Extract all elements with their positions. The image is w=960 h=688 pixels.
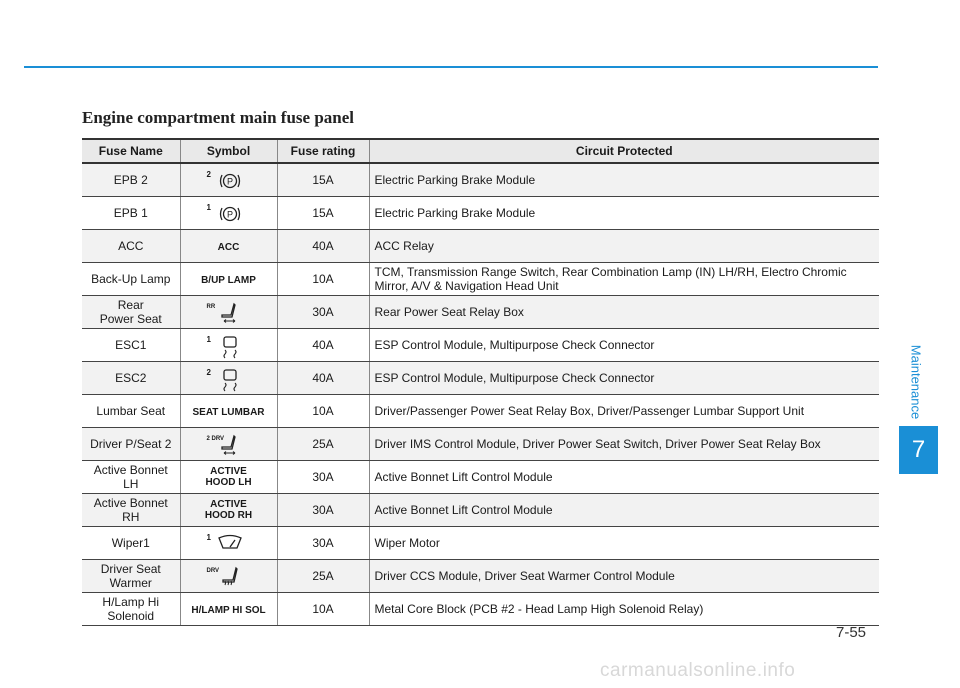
symbol-text: ACC <box>217 242 240 253</box>
fuse-name-cell: ESC2 <box>82 362 180 395</box>
symbol-text: B/UP LAMP <box>201 275 256 286</box>
fuse-rating-cell: 40A <box>277 362 369 395</box>
circuit-protected-cell: Driver CCS Module, Driver Seat Warmer Control Module <box>369 560 879 593</box>
parking-brake-icon <box>207 166 251 194</box>
fuse-name-cell: Active Bonnet RH <box>82 494 180 527</box>
circuit-protected-cell: Rear Power Seat Relay Box <box>369 296 879 329</box>
parking-brake-icon <box>207 199 251 227</box>
fuse-name-cell: Driver P/Seat 2 <box>82 428 180 461</box>
symbol-text: H/LAMP HI SOL <box>191 605 266 616</box>
fuse-name-cell: Wiper1 <box>82 527 180 560</box>
symbol-superscript: 2 <box>206 368 211 377</box>
table-row <box>82 329 879 362</box>
fuse-rating-cell: 40A <box>277 329 369 362</box>
fuse-rating-cell: 15A <box>277 197 369 230</box>
symbol-superscript: 2 DRV <box>206 436 225 442</box>
table-row <box>82 163 879 197</box>
header-fuse-name: Fuse Name <box>82 139 180 163</box>
side-tab-label: Maintenance <box>908 344 924 420</box>
table-row <box>82 395 879 428</box>
fuse-name-cell: Rear Power Seat <box>82 296 180 329</box>
circuit-protected-cell: Active Bonnet Lift Control Module <box>369 494 879 527</box>
fuse-rating-cell: 15A <box>277 163 369 197</box>
fuse-rating-cell: 40A <box>277 230 369 263</box>
symbol-cell <box>180 461 277 494</box>
fuse-table <box>82 138 879 626</box>
circuit-protected-cell: Electric Parking Brake Module <box>369 197 879 230</box>
symbol-text: ACTIVE HOOD LH <box>205 466 252 488</box>
symbol-cell <box>180 230 277 263</box>
fuse-rating-cell: 25A <box>277 428 369 461</box>
symbol-superscript: RR <box>206 304 216 310</box>
fuse-name-cell: ESC1 <box>82 329 180 362</box>
symbol-cell <box>180 593 277 626</box>
header-fuse-rating: Fuse rating <box>277 139 369 163</box>
symbol-superscript: DRV <box>206 568 220 574</box>
symbol-cell <box>180 163 277 197</box>
fuse-name-cell: H/Lamp Hi Solenoid <box>82 593 180 626</box>
symbol-cell <box>180 263 277 296</box>
table-row <box>82 593 879 626</box>
symbol-cell <box>180 428 277 461</box>
chapter-number: 7 <box>899 426 938 474</box>
symbol-superscript: 1 <box>206 533 211 542</box>
watermark: carmanualsonline.info <box>600 660 796 681</box>
fuse-rating-cell: 30A <box>277 461 369 494</box>
symbol-cell <box>180 362 277 395</box>
table-row <box>82 461 879 494</box>
fuse-name-cell: Lumbar Seat <box>82 395 180 428</box>
top-rule <box>24 66 878 68</box>
header-symbol: Symbol <box>180 139 277 163</box>
fuse-name-cell: Driver Seat Warmer <box>82 560 180 593</box>
circuit-protected-cell: ACC Relay <box>369 230 879 263</box>
page-number: 7-55 <box>836 624 867 641</box>
svg-text:P: P <box>226 209 233 220</box>
page-title: Engine compartment main fuse panel <box>82 108 354 127</box>
circuit-protected-cell: TCM, Transmission Range Switch, Rear Combination Lamp (IN) LH/RH, Electro Chromic Mirror, A/V & Navigation Head Unit <box>369 263 879 296</box>
fuse-rating-cell: 25A <box>277 560 369 593</box>
symbol-text: ACTIVE HOOD RH <box>204 499 253 521</box>
fuse-rating-cell: 30A <box>277 296 369 329</box>
fuse-rating-cell: 10A <box>277 263 369 296</box>
circuit-protected-cell: Metal Core Block (PCB #2 - Head Lamp High Solenoid Relay) <box>369 593 879 626</box>
symbol-superscript: 1 <box>206 335 211 344</box>
circuit-protected-cell: Driver/Passenger Power Seat Relay Box, Driver/Passenger Lumbar Support Unit <box>369 395 879 428</box>
circuit-protected-cell: Wiper Motor <box>369 527 879 560</box>
symbol-cell <box>180 197 277 230</box>
circuit-protected-cell: Active Bonnet Lift Control Module <box>369 461 879 494</box>
table-row <box>82 296 879 329</box>
seat-warmer-icon <box>207 562 251 590</box>
header-circuit-protected: Circuit Protected <box>369 139 879 163</box>
table-row <box>82 428 879 461</box>
circuit-protected-cell: Driver IMS Control Module, Driver Power Seat Switch, Driver Power Seat Relay Box <box>369 428 879 461</box>
fuse-table-body <box>82 163 879 626</box>
table-row <box>82 494 879 527</box>
table-row <box>82 560 879 593</box>
table-row <box>82 362 879 395</box>
symbol-cell <box>180 527 277 560</box>
table-row <box>82 197 879 230</box>
symbol-superscript: 1 <box>206 203 211 212</box>
fuse-rating-cell: 10A <box>277 593 369 626</box>
fuse-rating-cell: 30A <box>277 494 369 527</box>
symbol-cell <box>180 494 277 527</box>
symbol-superscript: 2 <box>206 170 211 179</box>
table-row <box>82 230 879 263</box>
fuse-name-cell: ACC <box>82 230 180 263</box>
fuse-name-cell: EPB 2 <box>82 163 180 197</box>
svg-text:P: P <box>226 176 233 187</box>
power-seat-icon <box>207 430 251 458</box>
esc-skid-icon <box>207 331 251 359</box>
fuse-rating-cell: 10A <box>277 395 369 428</box>
fuse-name-cell: Back-Up Lamp <box>82 263 180 296</box>
symbol-cell <box>180 329 277 362</box>
circuit-protected-cell: ESP Control Module, Multipurpose Check Connector <box>369 329 879 362</box>
table-row <box>82 263 879 296</box>
fuse-rating-cell: 30A <box>277 527 369 560</box>
symbol-text: SEAT LUMBAR <box>192 407 265 418</box>
power-seat-icon <box>207 298 251 326</box>
side-tab <box>904 334 928 430</box>
esc-skid-icon <box>207 364 251 392</box>
wiper-icon <box>207 529 251 557</box>
symbol-cell <box>180 296 277 329</box>
circuit-protected-cell: ESP Control Module, Multipurpose Check Connector <box>369 362 879 395</box>
circuit-protected-cell: Electric Parking Brake Module <box>369 163 879 197</box>
table-row <box>82 527 879 560</box>
table-header-row <box>82 139 879 163</box>
fuse-name-cell: EPB 1 <box>82 197 180 230</box>
fuse-name-cell: Active Bonnet LH <box>82 461 180 494</box>
symbol-cell <box>180 560 277 593</box>
symbol-cell <box>180 395 277 428</box>
